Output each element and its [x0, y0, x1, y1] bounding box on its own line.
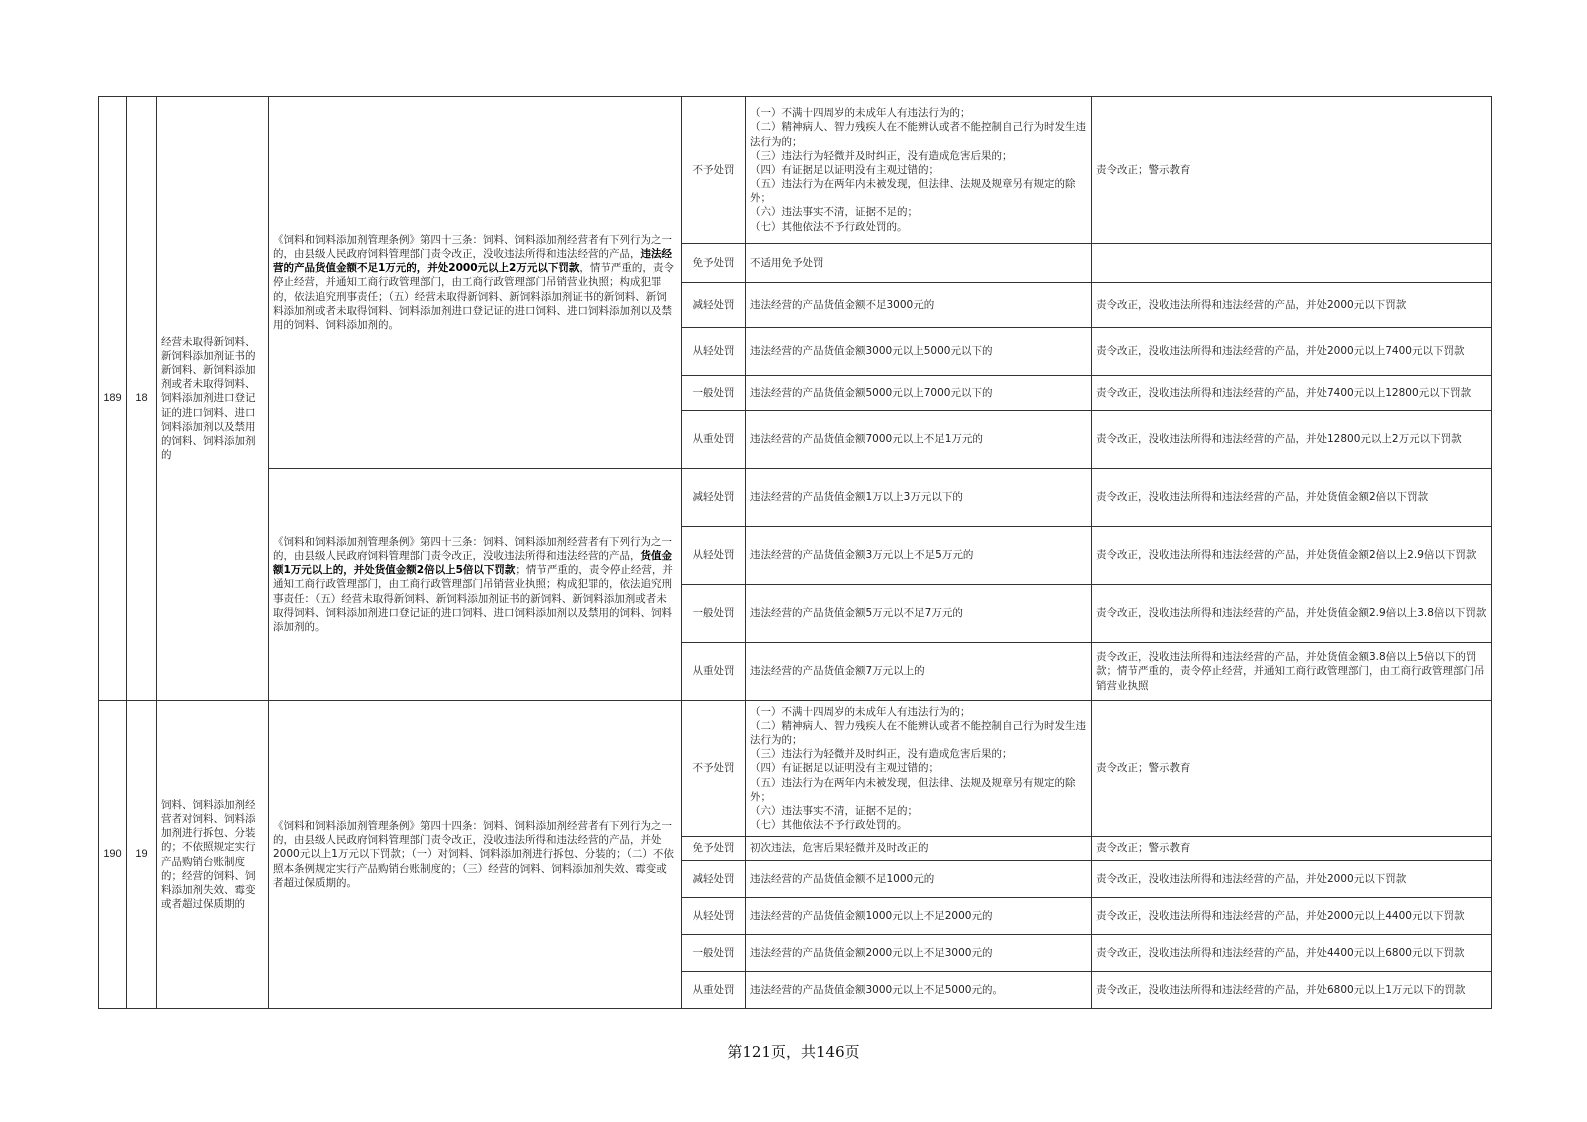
discretion-level: 减轻处罚 [682, 469, 746, 527]
circumstance: （一）不满十四周岁的未成年人有违法行为的； （二）精神病人、智力残疾人在不能辨认或者不能控制自己行为时发生违法行为的； （三）违法行为轻微并及时纠正，没有造成危害后果的； （四）有证据足以证明没有主观过错的； （五）违法行为在两年内未被发现，但法律、法规及规章另有规定的除外； （六）违法事实不清，证据不足的； （七）其他依法不予行政处罚的。 [746, 701, 1092, 837]
discretion-level: 从重处罚 [682, 972, 746, 1009]
legal-basis: 《饲料和饲料添加剂管理条例》第四十三条：饲料、饲料添加剂经营者有下列行为之一的，由县级人民政府饲料管理部门责令改正，没收违法所得和违法经营的产品，违法经营的产品货值金额不足1万元的，并处2000元以上2万元以下罚款，情节严重的，责令停止经营，并通知工商行政管理部门，由工商行政管理部门吊销营业执照；构成犯罪的，依法追究刑事责任；（五）经营未取得新饲料、新饲料添加剂证书的新饲料、新饲料添加剂或者未取得饲料、饲料添加剂进口登记证的进口饲料、进口饲料添加剂以及禁用的饲料、饲料添加剂的。 [269, 97, 682, 469]
penalty-standard: 责令改正，没收违法所得和违法经营的产品，并处2000元以上4400元以下罚款 [1092, 898, 1492, 935]
penalty-standard: 责令改正；警示教育 [1092, 701, 1492, 837]
circumstance: 违法经营的产品货值金额7万元以上的 [746, 643, 1092, 701]
entry-sub-no: 19 [127, 701, 157, 1009]
penalty-standard: 责令改正，没收违法所得和违法经营的产品，并处货值金额2倍以上2.9倍以下罚款 [1092, 527, 1492, 585]
penalty-standard: 责令改正；警示教育 [1092, 97, 1492, 244]
circumstance: 初次违法，危害后果轻微并及时改正的 [746, 837, 1092, 861]
entry-sub-no: 18 [127, 97, 157, 701]
circumstance: （一）不满十四周岁的未成年人有违法行为的； （二）精神病人、智力残疾人在不能辨认或者不能控制自己行为时发生违法行为的； （三）违法行为轻微并及时纠正，没有造成危害后果的； （四）有证据足以证明没有主观过错的； （五）违法行为在两年内未被发现，但法律、法规及规章另有规定的除外； （六）违法事实不清，证据不足的； （七）其他依法不予行政处罚的。 [746, 97, 1092, 244]
violation-description: 经营未取得新饲料、新饲料添加剂证书的新饲料、新饲料添加剂或者未取得饲料、饲料添加剂进口登记证的进口饲料、进口饲料添加剂以及禁用的饲料、饲料添加剂的 [157, 97, 269, 701]
circumstance: 违法经营的产品货值金额3000元以上5000元以下的 [746, 328, 1092, 376]
discretion-level: 一般处罚 [682, 376, 746, 411]
circumstance: 违法经营的产品货值金额1万以上3万元以下的 [746, 469, 1092, 527]
legal-basis-emphasis: 货值金额1万元以上的，并处货值金额2倍以上5倍以下罚款 [273, 550, 672, 577]
legal-basis-emphasis: 违法经营的产品货值金额不足1万元的，并处2000元以上2万元以下罚款 [273, 248, 672, 275]
discretion-level: 减轻处罚 [682, 283, 746, 328]
table-row [99, 97, 1492, 244]
circumstance: 违法经营的产品货值金额7000元以上不足1万元的 [746, 411, 1092, 469]
legal-basis: 《饲料和饲料添加剂管理条例》第四十三条：饲料、饲料添加剂经营者有下列行为之一的，由县级人民政府饲料管理部门责令改正，没收违法所得和违法经营的产品，货值金额1万元以上的，并处货值金额2倍以上5倍以下罚款；情节严重的，责令停止经营，并通知工商行政管理部门，由工商行政管理部门吊销营业执照；构成犯罪的，依法追究刑事责任：（五）经营未取得新饲料、新饲料添加剂证书的新饲料、新饲料添加剂或者未取得饲料、饲料添加剂进口登记证的进口饲料、进口饲料添加剂以及禁用的饲料、饲料添加剂的。 [269, 469, 682, 701]
discretion-level: 一般处罚 [682, 935, 746, 972]
discretion-level: 从重处罚 [682, 643, 746, 701]
circumstance: 违法经营的产品货值金额不足3000元的 [746, 283, 1092, 328]
circumstance: 违法经营的产品货值金额3万元以上不足5万元的 [746, 527, 1092, 585]
penalty-standard: 责令改正，没收违法所得和违法经营的产品，并处货值金额2倍以下罚款 [1092, 469, 1492, 527]
penalty-standard: 责令改正，没收违法所得和违法经营的产品，并处2000元以上7400元以下罚款 [1092, 328, 1492, 376]
circumstance: 违法经营的产品货值金额3000元以上不足5000元的。 [746, 972, 1092, 1009]
entry-no: 189 [99, 97, 127, 701]
discretion-level: 一般处罚 [682, 585, 746, 643]
penalty-standard: 责令改正，没收违法所得和违法经营的产品，并处2000元以下罚款 [1092, 283, 1492, 328]
discretion-level: 免予处罚 [682, 837, 746, 861]
discretion-level: 从轻处罚 [682, 527, 746, 585]
circumstance: 违法经营的产品货值金额2000元以上不足3000元的 [746, 935, 1092, 972]
discretion-level: 减轻处罚 [682, 861, 746, 898]
penalty-standard: 责令改正，没收违法所得和违法经营的产品，并处2000元以下罚款 [1092, 861, 1492, 898]
circumstance: 违法经营的产品货值金额1000元以上不足2000元的 [746, 898, 1092, 935]
discretion-level: 从重处罚 [682, 411, 746, 469]
penalty-standard: 责令改正，没收违法所得和违法经营的产品，并处货值金额3.8倍以上5倍以下的罚款；情节严重的，责令停止经营，并通知工商行政管理部门，由工商行政管理部门吊销营业执照 [1092, 643, 1492, 701]
penalty-standard: 责令改正，没收违法所得和违法经营的产品，并处货值金额2.9倍以上3.8倍以下罚款 [1092, 585, 1492, 643]
penalty-standard-table [98, 96, 1492, 1009]
discretion-level: 从轻处罚 [682, 328, 746, 376]
table-row [99, 469, 1492, 527]
penalty-standard: 责令改正；警示教育 [1092, 837, 1492, 861]
penalty-standard: 责令改正，没收违法所得和违法经营的产品，并处6800元以上1万元以下的罚款 [1092, 972, 1492, 1009]
entry-no: 190 [99, 701, 127, 1009]
circumstance: 不适用免予处罚 [746, 244, 1092, 283]
penalty-standard [1092, 244, 1492, 283]
circumstance: 违法经营的产品货值金额5万元以不足7万元的 [746, 585, 1092, 643]
penalty-standard: 责令改正，没收违法所得和违法经营的产品，并处7400元以上12800元以下罚款 [1092, 376, 1492, 411]
violation-description: 饲料、饲料添加剂经营者对饲料、饲料添加剂进行拆包、分装的；不依照规定实行产品购销台账制度的；经营的饲料、饲料添加剂失效、霉变或者超过保质期的 [157, 701, 269, 1009]
penalty-standard: 责令改正，没收违法所得和违法经营的产品，并处4400元以上6800元以下罚款 [1092, 935, 1492, 972]
discretion-level: 免予处罚 [682, 244, 746, 283]
discretion-level: 从轻处罚 [682, 898, 746, 935]
penalty-standard: 责令改正，没收违法所得和违法经营的产品，并处12800元以上2万元以下罚款 [1092, 411, 1492, 469]
discretion-level: 不予处罚 [682, 97, 746, 244]
legal-basis: 《饲料和饲料添加剂管理条例》第四十四条：饲料、饲料添加剂经营者有下列行为之一的，由县级人民政府饲料管理部门责令改正，没收违法所得和违法经营的产品，并处2000元以上1万元以下罚款；（一）对饲料、饲料添加剂进行拆包、分装的；（二）不依照本条例规定实行产品购销台账制度的；（三）经营的饲料、饲料添加剂失效、霉变或者超过保质期的。 [269, 701, 682, 1009]
page-footer: 第121页，共146页 [727, 1043, 860, 1061]
table-row [99, 701, 1492, 837]
discretion-level: 不予处罚 [682, 701, 746, 837]
circumstance: 违法经营的产品货值金额不足1000元的 [746, 861, 1092, 898]
circumstance: 违法经营的产品货值金额5000元以上7000元以下的 [746, 376, 1092, 411]
